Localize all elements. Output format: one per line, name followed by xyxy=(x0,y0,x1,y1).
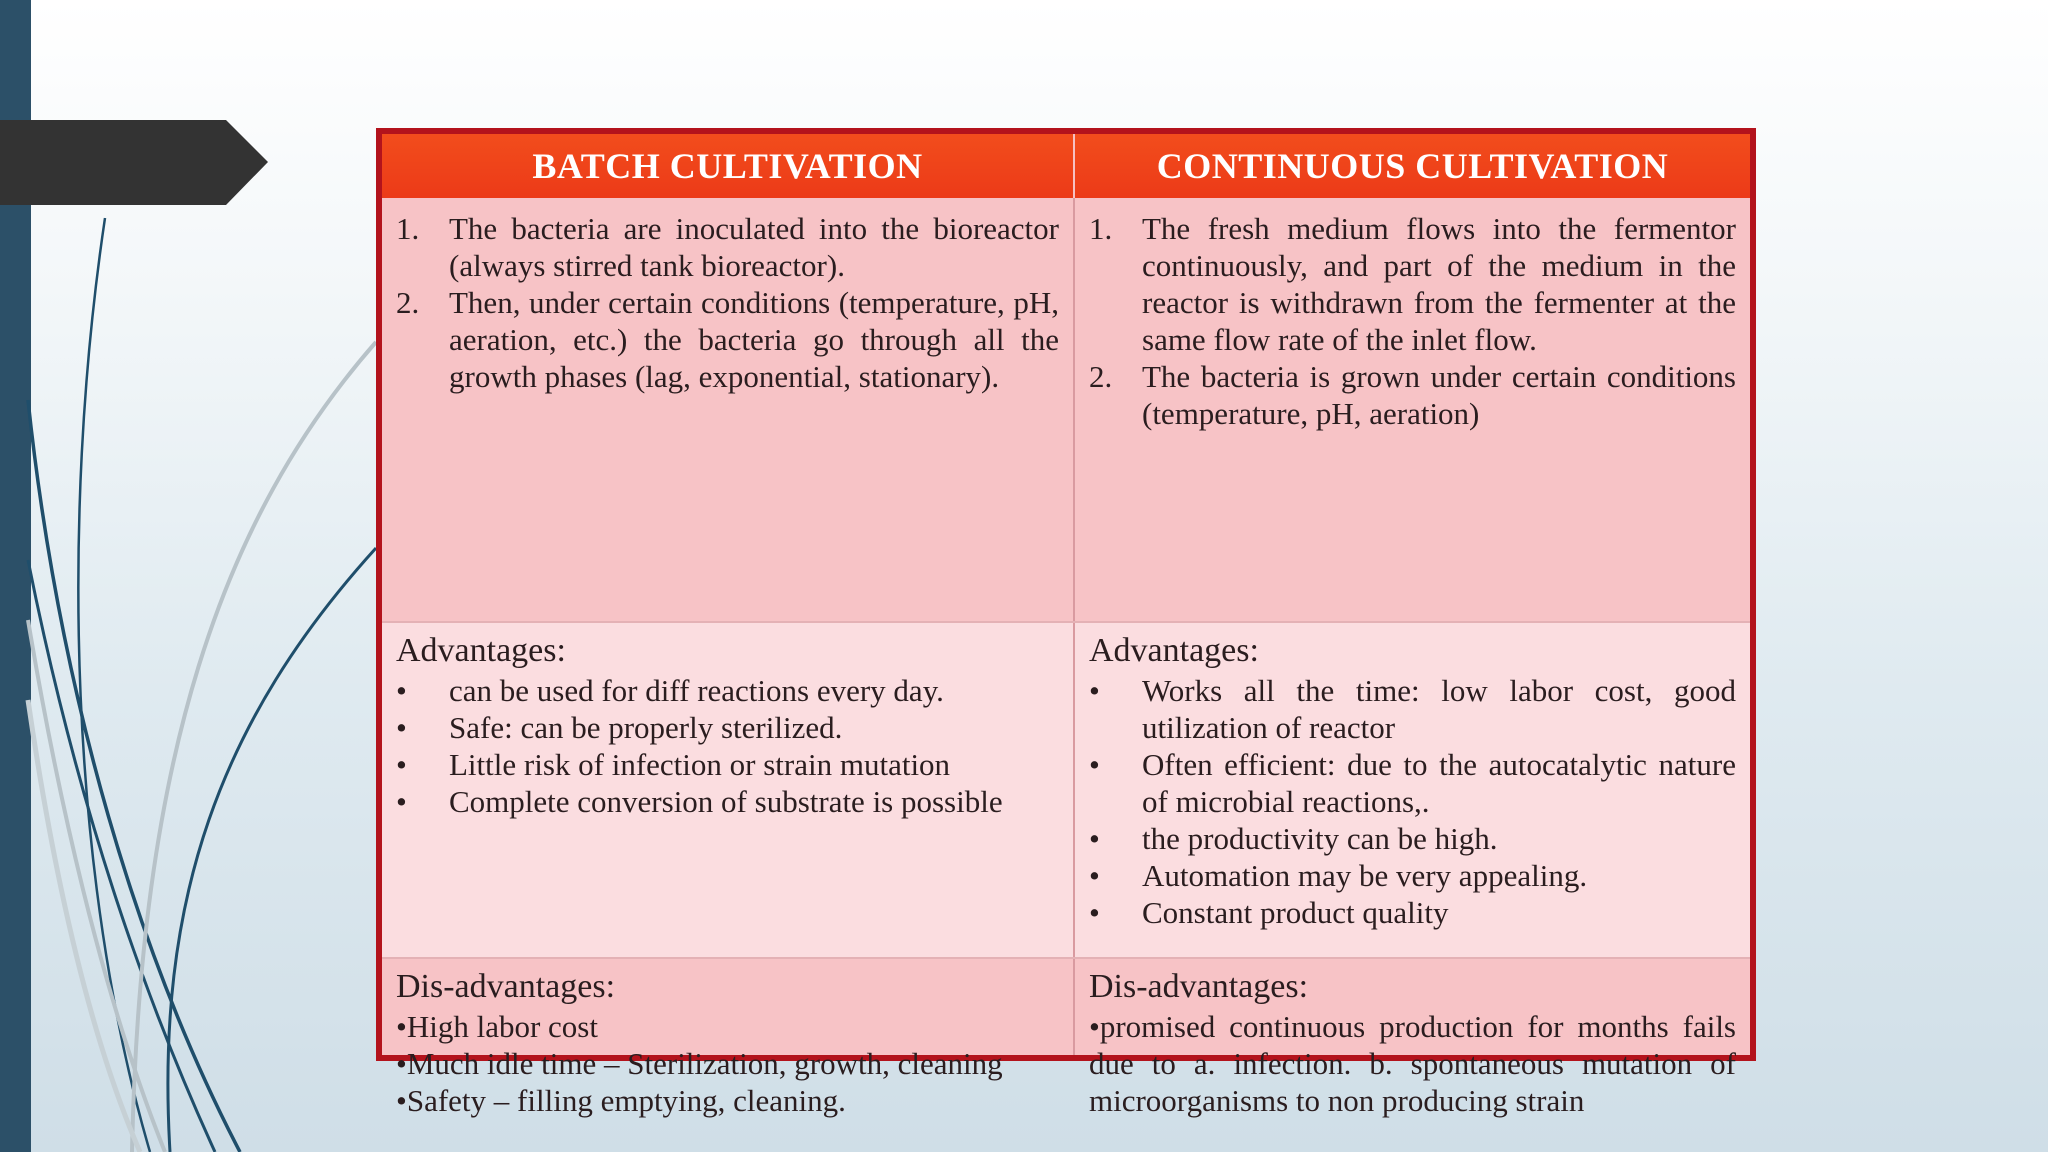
header-continuous xyxy=(1075,134,1750,198)
bullet-marker: • xyxy=(1089,673,1100,708)
item-number: 1. xyxy=(1089,211,1113,246)
list-item xyxy=(396,709,1059,746)
list-item xyxy=(1089,820,1736,857)
list-item xyxy=(396,284,1059,395)
item-text: Then, under certain conditions (temperature, pH, aeration, etc.) the bacteria go through all the growth phases (lag, exponential, stationary). xyxy=(449,285,1059,394)
bullet-marker: • xyxy=(396,747,407,782)
continuous-advantages-heading: Advantages: xyxy=(1089,632,1259,669)
list-item xyxy=(396,210,1059,284)
batch-disadvantage-line: •Much idle time – Sterilization, growth, cleaning xyxy=(396,1046,1003,1081)
list-item xyxy=(396,746,1059,783)
item-number: 2. xyxy=(1089,359,1113,394)
bullet-marker: • xyxy=(1089,858,1100,893)
cell-batch-disadvantages xyxy=(382,958,1073,1118)
row-divider xyxy=(382,957,1750,959)
continuous-disadvantage-line: •promised continuous production for months fails due to a. infection. b. spontaneous mutation of microorganisms to non producing strain xyxy=(1089,1009,1736,1118)
batch-process-list xyxy=(396,210,1059,395)
cell-continuous-advantages xyxy=(1075,622,1750,958)
item-text: Constant product quality xyxy=(1142,895,1449,930)
batch-disadvantage-line: •Safety – filling emptying, cleaning. xyxy=(396,1083,846,1118)
cell-batch-process xyxy=(382,198,1073,622)
list-item xyxy=(1089,857,1736,894)
item-text: The bacteria are inoculated into the bioreactor (always stirred tank bioreactor). xyxy=(449,211,1059,283)
bullet-marker: • xyxy=(396,710,407,745)
item-text: the productivity can be high. xyxy=(1142,821,1498,856)
batch-disadvantages-heading: Dis-advantages: xyxy=(396,968,616,1005)
bullet-marker: • xyxy=(396,784,407,819)
row-divider xyxy=(382,621,1750,623)
item-text: The fresh medium flows into the fermentor continuously, and part of the medium in the reactor is withdrawn from the fermenter at the same flow rate of the inlet flow. xyxy=(1142,211,1736,357)
header-batch xyxy=(382,134,1073,198)
item-text: Complete conversion of substrate is possible xyxy=(449,784,1003,819)
header-continuous-label: CONTINUOUS CULTIVATION xyxy=(1156,146,1669,186)
bullet-marker: • xyxy=(1089,821,1100,856)
item-text: can be used for diff reactions every day. xyxy=(449,673,944,708)
continuous-process-list xyxy=(1089,210,1736,432)
batch-disadvantage-line: •High labor cost xyxy=(396,1009,598,1044)
batch-advantages-heading: Advantages: xyxy=(396,632,566,669)
bullet-marker: • xyxy=(396,673,407,708)
continuous-disadvantages-heading: Dis-advantages: xyxy=(1089,968,1309,1005)
item-text: Automation may be very appealing. xyxy=(1142,858,1588,893)
list-item xyxy=(396,783,1059,820)
list-item xyxy=(1089,358,1736,432)
item-text: Safe: can be properly sterilized. xyxy=(449,710,843,745)
column-divider xyxy=(1073,198,1075,1055)
item-text: Works all the time: low labor cost, good utilization of reactor xyxy=(1142,673,1736,745)
list-item xyxy=(1089,894,1736,931)
cell-continuous-process xyxy=(1075,198,1750,622)
item-text: Little risk of infection or strain mutation xyxy=(449,747,951,782)
item-text: The bacteria is grown under certain conditions (temperature, pH, aeration) xyxy=(1142,359,1736,431)
bullet-marker: • xyxy=(1089,895,1100,930)
bullet-marker: • xyxy=(1089,747,1100,782)
item-number: 1. xyxy=(396,211,420,246)
header-batch-label: BATCH CULTIVATION xyxy=(532,146,923,186)
list-item xyxy=(1089,210,1736,358)
batch-advantages-list xyxy=(396,672,1059,820)
item-number: 2. xyxy=(396,285,420,320)
cell-batch-advantages xyxy=(382,622,1073,958)
list-item xyxy=(396,672,1059,709)
list-item xyxy=(1089,672,1736,746)
comparison-table xyxy=(376,128,1756,1118)
cell-continuous-disadvantages xyxy=(1075,958,1750,1118)
title-arrow-shape xyxy=(0,120,268,205)
continuous-advantages-list xyxy=(1089,672,1736,931)
list-item xyxy=(1089,746,1736,820)
item-text: Often efficient: due to the autocatalytic nature of microbial reactions,. xyxy=(1142,747,1736,819)
